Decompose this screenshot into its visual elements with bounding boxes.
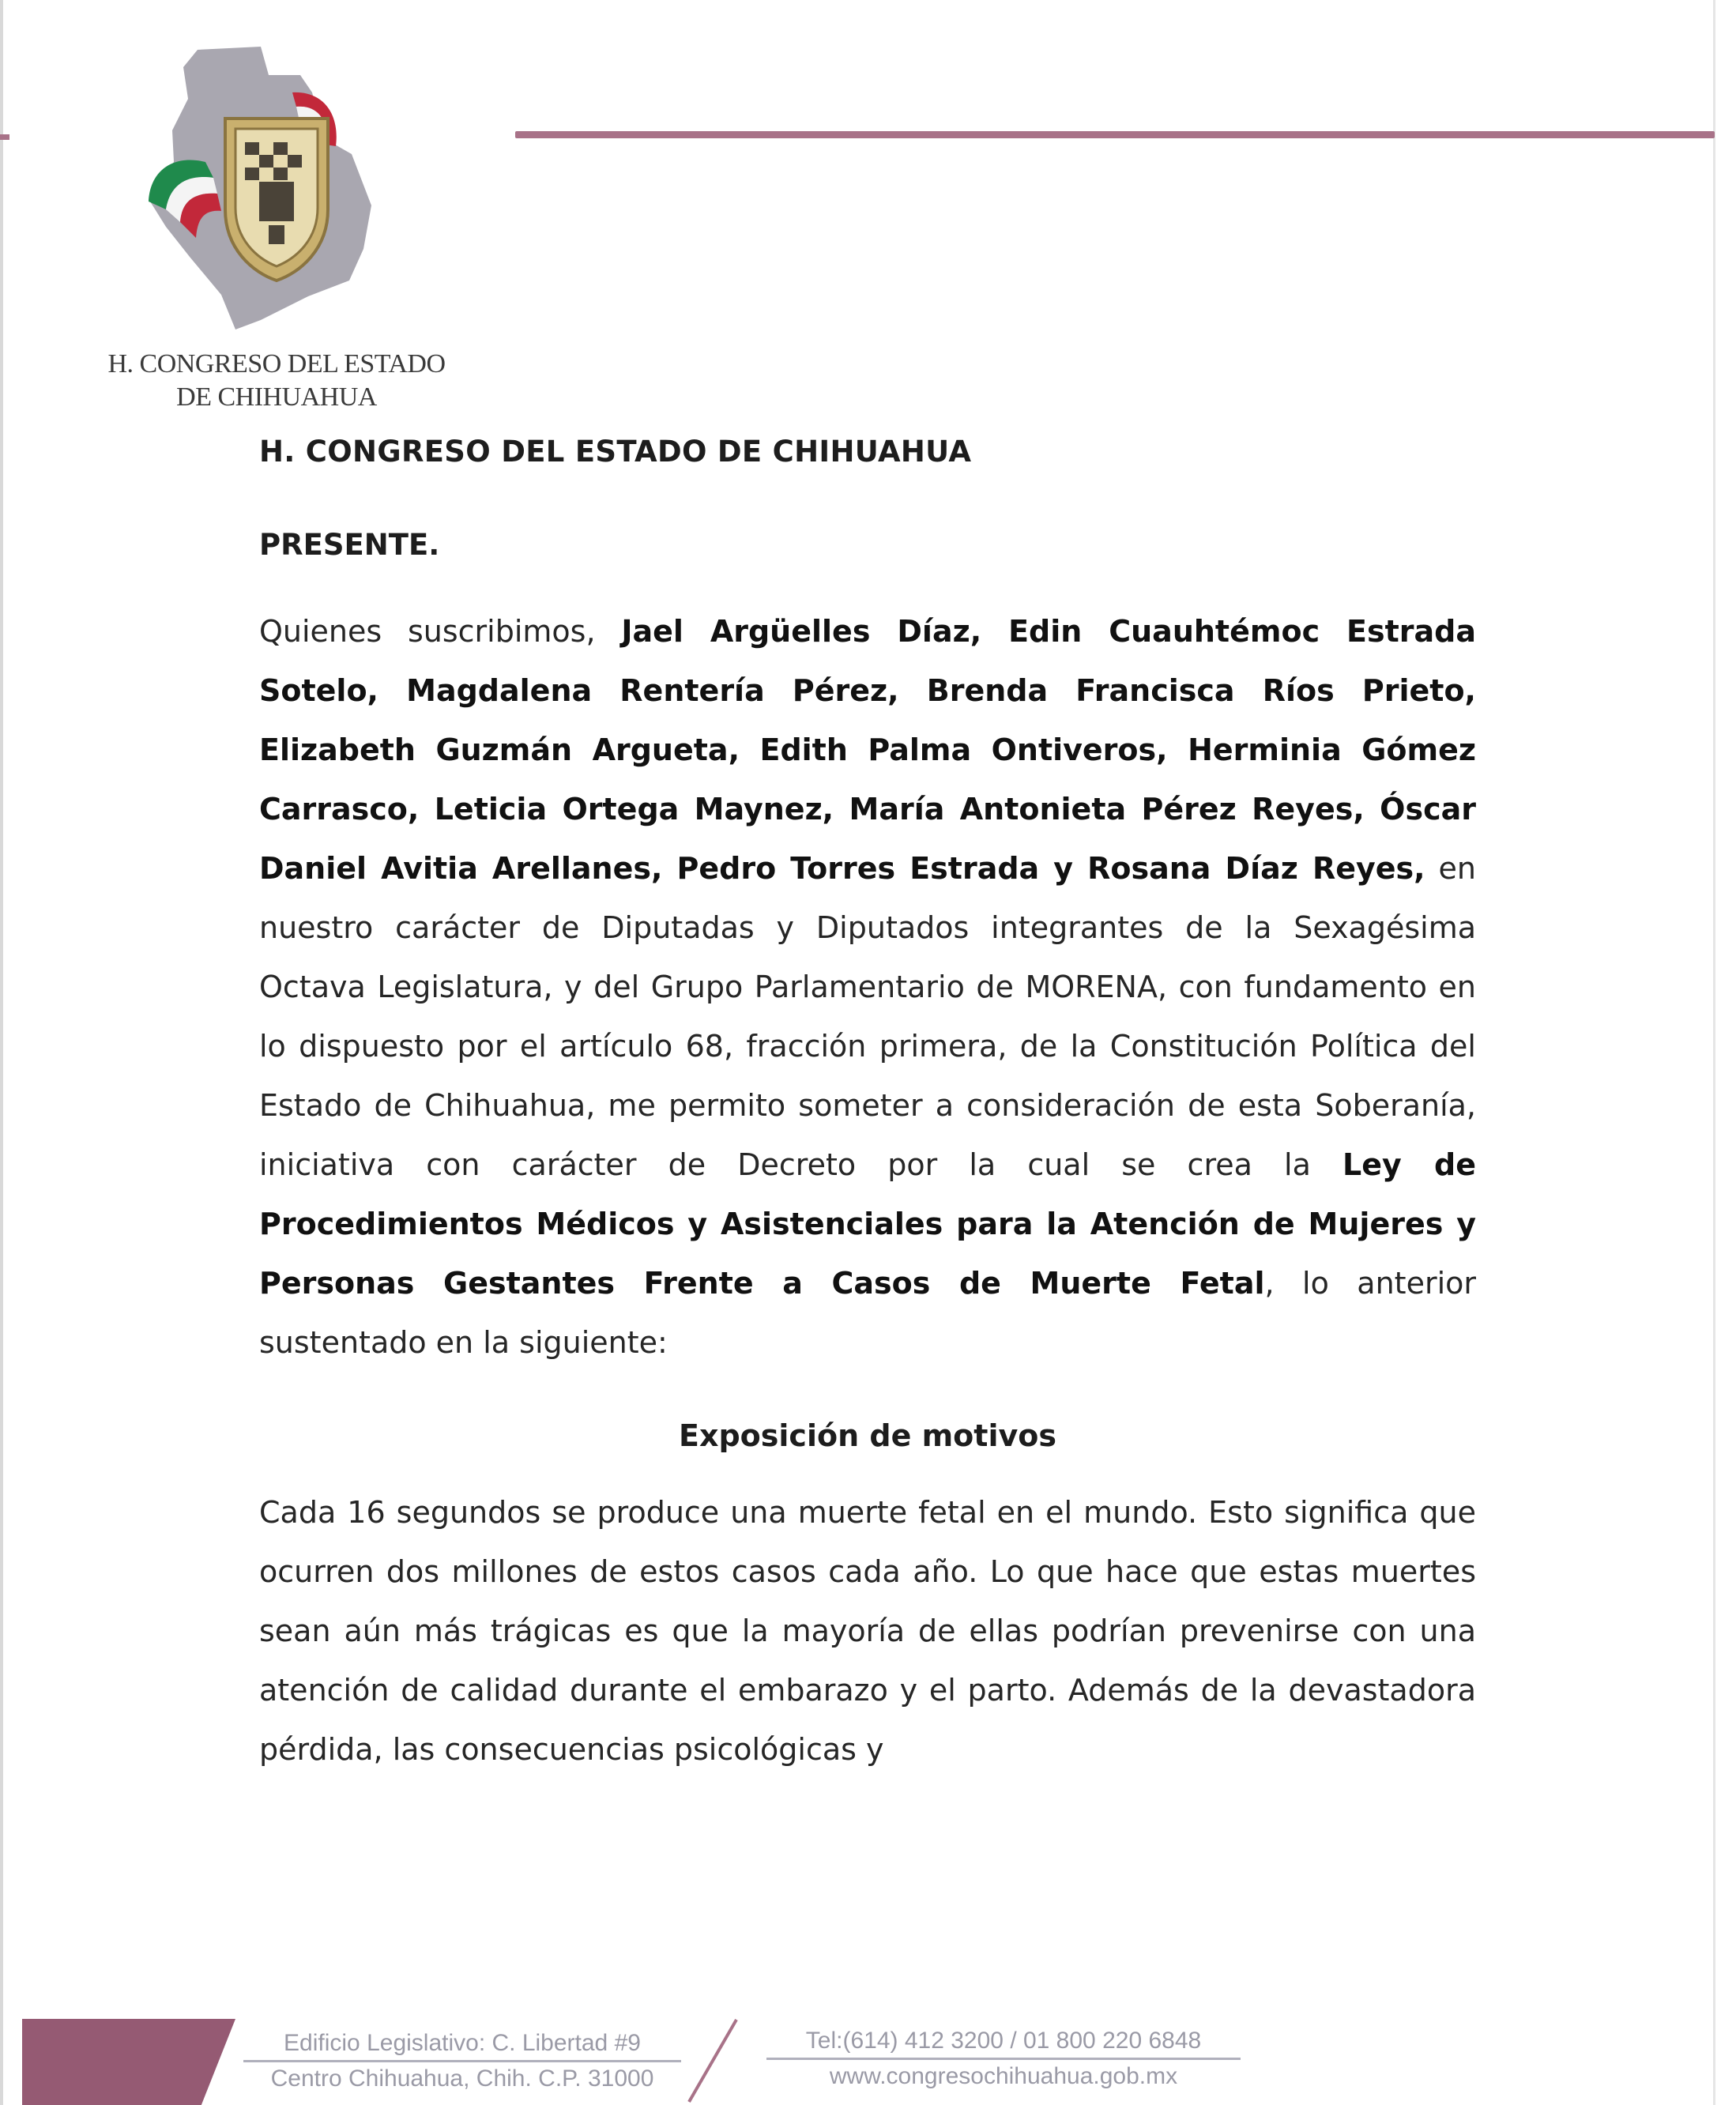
footer-address-line-2: Centro Chihuahua, Chih. C.P. 31000 bbox=[270, 2065, 654, 2092]
intro-paragraph bbox=[259, 602, 1476, 1373]
page-edge-right bbox=[1713, 0, 1715, 2105]
footer-address-line-1: Edificio Legislativo: C. Libertad #9 bbox=[284, 2030, 641, 2056]
org-name-line-1: H. CONGRESO DEL ESTADO bbox=[107, 349, 446, 378]
motives-paragraph: Cada 16 segundos se produce una muerte fetal en el mundo. Esto significa que ocurren dos millones de estos casos cada año. Lo que hace que estas muertes sean aún más trágicas es que la mayoría de ellas podrían prevenirse con una atención de calidad durante el embarazo y el parto. Además de la devastadora pérdida, las consecuencias psicológicas y bbox=[259, 1495, 1476, 1767]
intro-body: en nuestro carácter de Diputadas y Diputados integrantes de la Sexagésima Octava Legislatura, y del Grupo Parlamentario de MORENA, con fundamento en lo dispuesto por el artículo 68, fracción primera, de la Constitución Política del Estado de Chihuahua, me permito someter a consideración de esta Soberanía, iniciativa con carácter de Decreto por la cual se crea la bbox=[259, 851, 1476, 1182]
page-edge-left bbox=[0, 0, 3, 2105]
intro-tail: , lo anterior sustentado en la siguiente: bbox=[259, 1266, 1476, 1360]
congress-seal-logo bbox=[142, 43, 411, 336]
salutation: PRESENTE. bbox=[259, 528, 440, 562]
footer-website: www.congresochihuahua.gob.mx bbox=[829, 2063, 1178, 2089]
footer-address bbox=[229, 2027, 695, 2096]
section-title: Exposición de motivos bbox=[679, 1418, 1056, 1453]
signatories: Jael Argüelles Díaz, Edin Cuauhtémoc Estrada Sotelo, Magdalena Rentería Pérez, Brenda Francisca Ríos Prieto, Elizabeth Guzmán Argueta, Edith Palma Ontiveros, Herminia Gómez Carrasco, Leticia Ortega Maynez, María Antonieta Pérez Reyes, Óscar Daniel Avitia Arellanes, Pedro Torres Estrada y Rosana Díaz Reyes, bbox=[259, 614, 1476, 886]
law-name: Ley de Procedimientos Médicos y Asistenciales para la Atención de Mujeres y Personas Gestantes Frente a Casos de Muerte Fetal bbox=[259, 1147, 1477, 1301]
footer-color-block bbox=[22, 2019, 235, 2105]
header-rule-left bbox=[0, 134, 9, 140]
org-name-caption bbox=[79, 348, 474, 414]
intro-lead: Quienes suscribimos, bbox=[259, 614, 622, 649]
footer-contact bbox=[759, 2024, 1248, 2093]
header-rule bbox=[515, 131, 1715, 138]
footer-phone: Tel:(614) 412 3200 / 01 800 220 6848 bbox=[805, 2028, 1202, 2054]
org-name-line-2: DE CHIHUAHUA bbox=[176, 382, 377, 412]
addressee: H. CONGRESO DEL ESTADO DE CHIHUAHUA bbox=[259, 435, 972, 469]
